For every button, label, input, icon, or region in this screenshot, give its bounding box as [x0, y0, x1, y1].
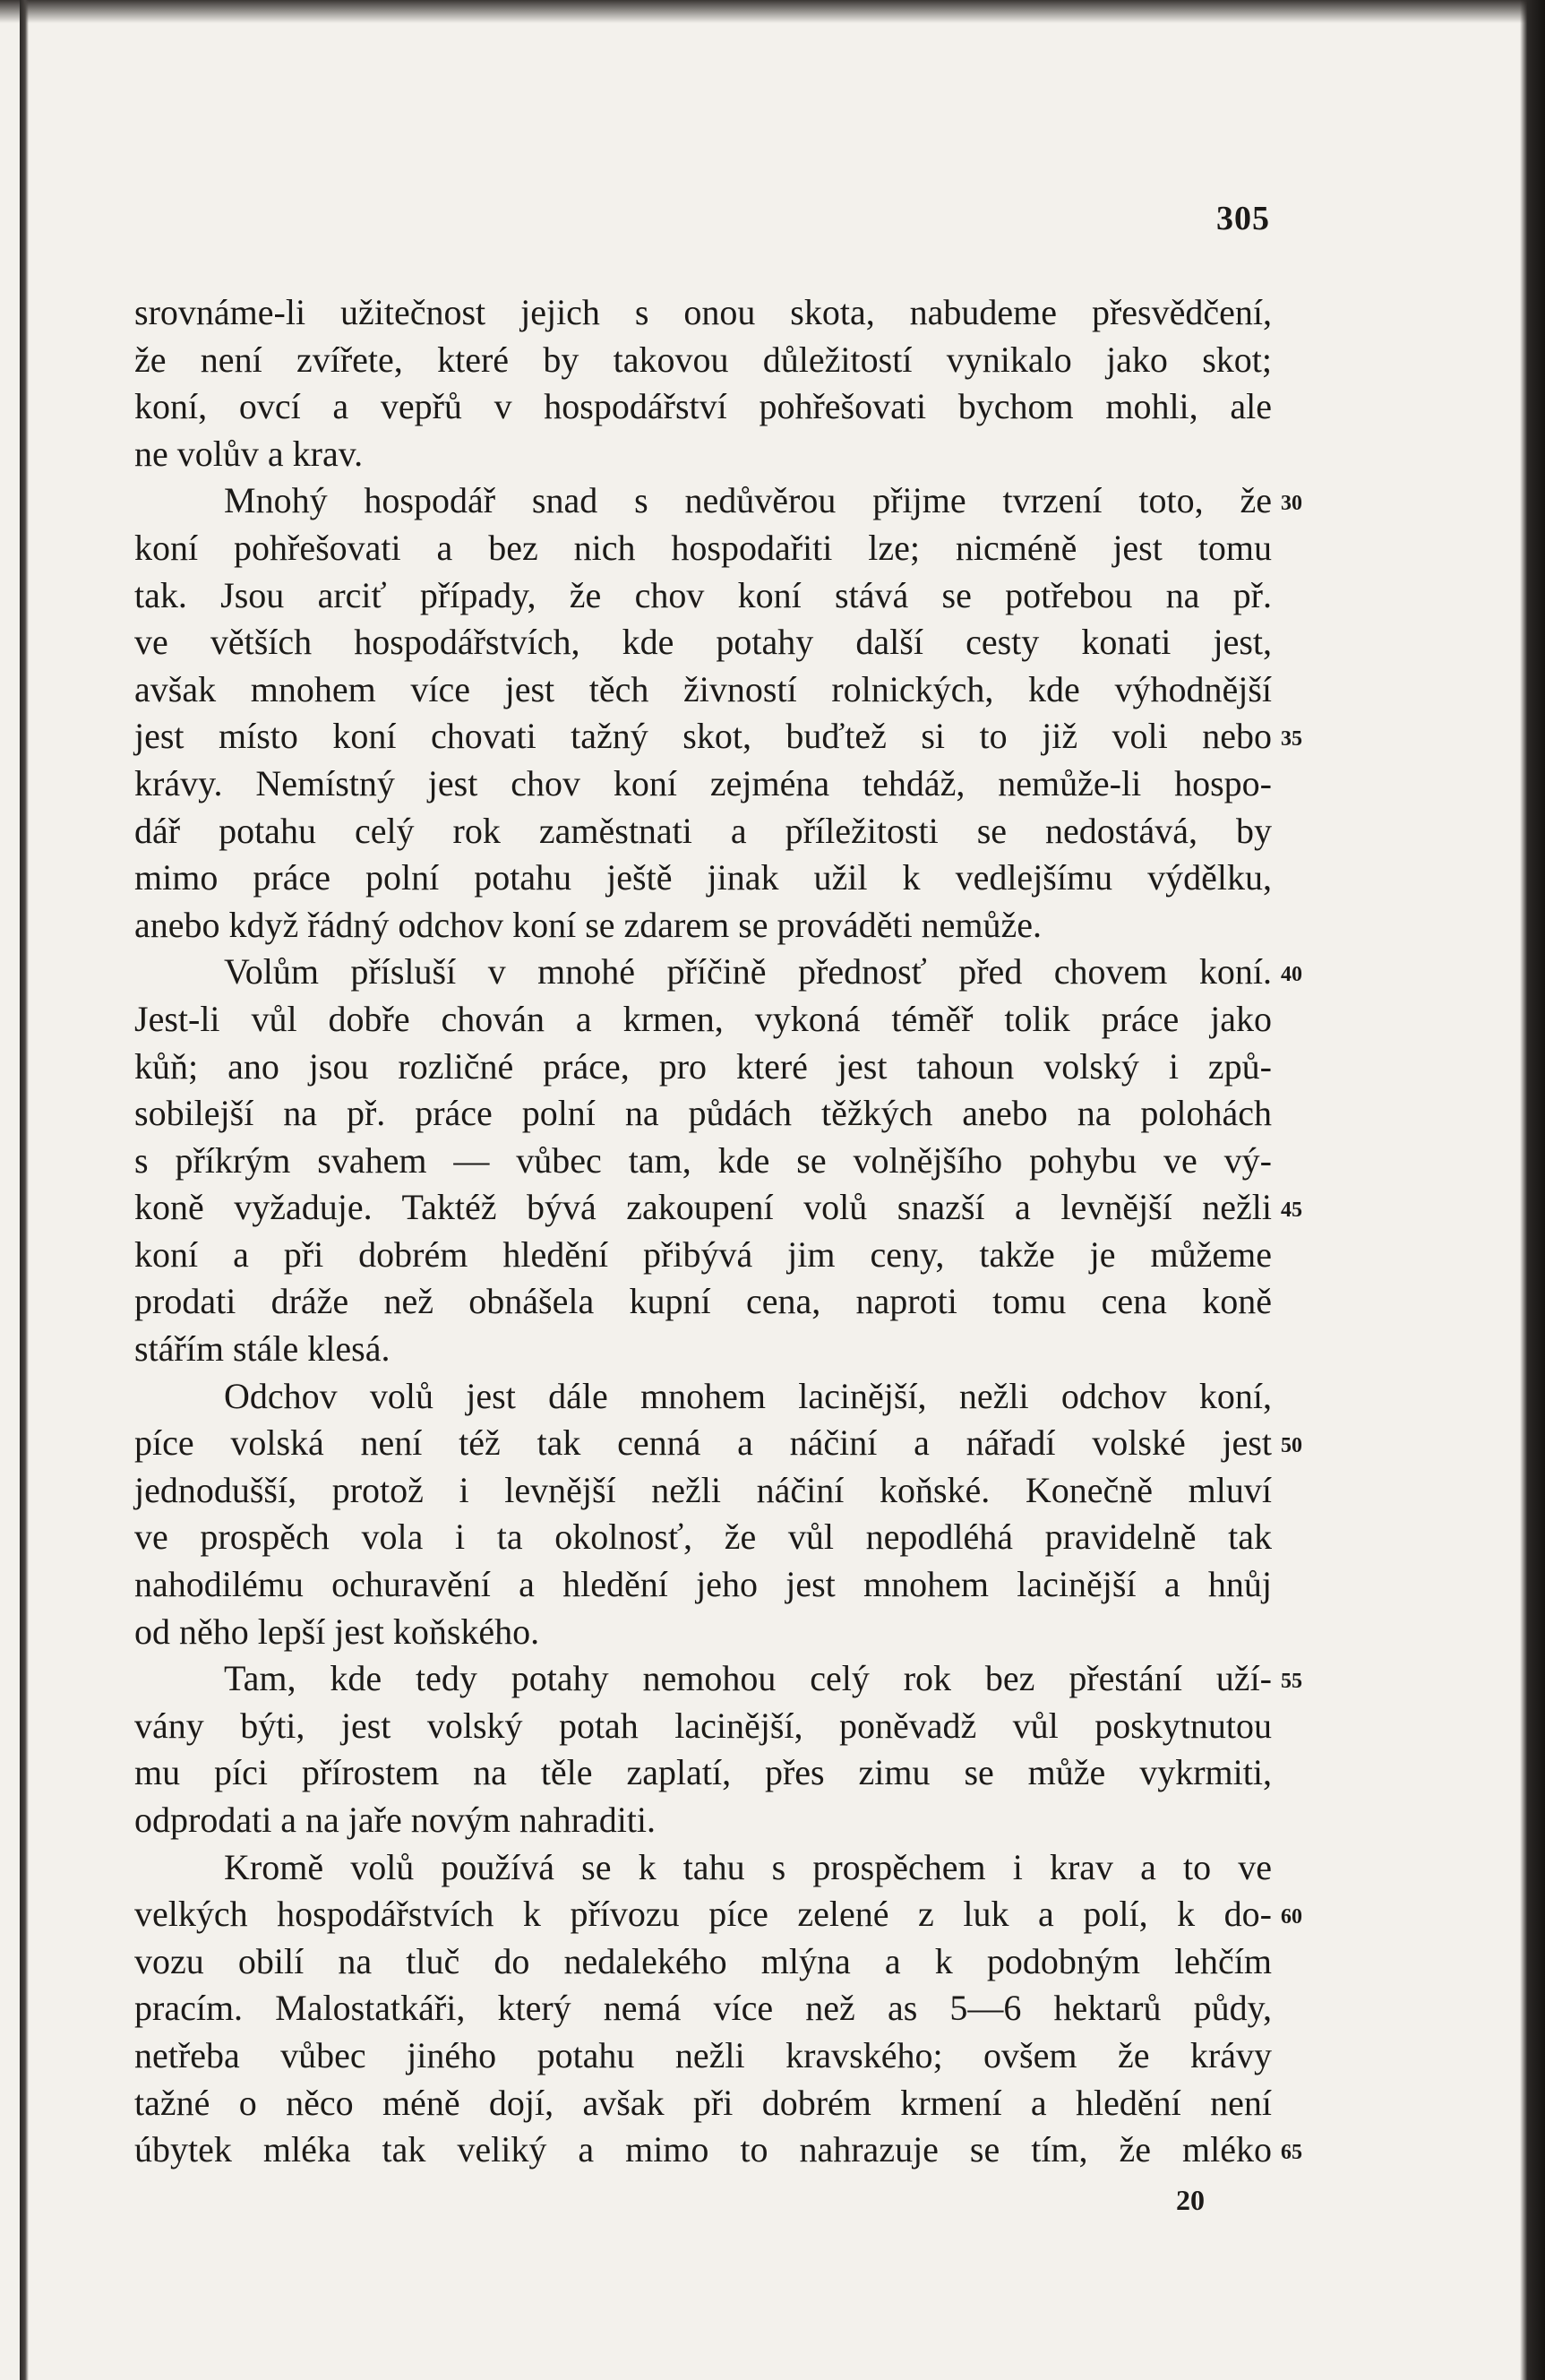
text-line: [134, 1278, 1272, 1326]
text-line: [134, 1985, 1272, 2032]
text-line-content: koní a při dobrém hledění přibývá jim ceny, takže je můžeme: [134, 1233, 1272, 1275]
line-number: 30: [1281, 492, 1302, 516]
text-line: [134, 2032, 1272, 2080]
text-line: [134, 2080, 1272, 2127]
text-line: [134, 1655, 1302, 1703]
scan-edge-right: [1520, 0, 1545, 2380]
text-line-content: Jest-li vůl dobře chován a krmen, vykoná téměř tolik práce jako: [134, 998, 1272, 1039]
text-line: [134, 525, 1272, 572]
text-line-content: Odchov volů jest dále mnohem lacinější, nežli odchov koní,: [224, 1375, 1272, 1416]
text-line-content: Volům přísluší v mnohé příčině přednosť před chovem koní.: [224, 951, 1272, 992]
text-line: [134, 902, 1272, 949]
line-number: 65: [1281, 2141, 1302, 2165]
text-line: [134, 1844, 1272, 1892]
text-line: [134, 949, 1302, 996]
text-line: [134, 855, 1272, 902]
text-line-content: mimo práce polní potahu ještě jinak užil k vedlejšímu výdělku,: [134, 857, 1272, 898]
text-line-content: nahodilému ochuravění a hledění jeho jest mnohem lacinější a hnůj: [134, 1564, 1272, 1605]
scan-edge-left: [20, 0, 29, 2380]
body-text: [134, 289, 1302, 2174]
text-line-content: srovnáme-li užitečnost jejich s onou skota, nabudeme přesvědčení,: [134, 292, 1272, 332]
text-line: [134, 1326, 1272, 1373]
text-line: [134, 2127, 1302, 2174]
text-line: [134, 1138, 1272, 1185]
text-line: [134, 1938, 1272, 1986]
line-number: 45: [1281, 1199, 1302, 1223]
line-number: 40: [1281, 963, 1302, 987]
text-line: [134, 1420, 1302, 1467]
text-line-content: ve větších hospodářstvích, kde potahy další cesty konati jest,: [134, 622, 1272, 663]
text-line: [134, 1090, 1272, 1138]
text-line: [134, 1797, 1272, 1844]
printer-signature: 20: [1176, 2184, 1205, 2216]
text-line: [134, 1749, 1272, 1797]
text-line: [134, 808, 1272, 855]
page-number: 305: [1216, 200, 1270, 237]
text-line: [134, 619, 1272, 666]
line-number: 50: [1281, 1434, 1302, 1458]
text-line: [134, 383, 1272, 431]
text-line-content: prodati dráže než obnášela kupní cena, naproti tomu cena koně: [134, 1281, 1272, 1322]
text-line: [134, 760, 1272, 808]
text-line-content: koně vyžaduje. Taktéž bývá zakoupení volů snazší a levnější nežli: [134, 1187, 1272, 1228]
line-number: 60: [1281, 1905, 1302, 1929]
text-line-content: koní pohřešovati a bez nich hospodařiti lze; nicméně jest tomu: [134, 527, 1272, 568]
text-line-content: že není zvířete, které by takovou důležitostí vynikalo jako skot;: [134, 339, 1272, 380]
text-line-content: koní, ovcí a vepřů v hospodářství pohřešovati bychom mohli, ale: [134, 386, 1272, 427]
text-line: [134, 1561, 1272, 1609]
text-line-content: dář potahu celý rok zaměstnati a příležitosti se nedostává, by: [134, 810, 1272, 851]
line-number: 55: [1281, 1670, 1302, 1694]
text-line: [134, 572, 1272, 620]
text-line: [134, 337, 1272, 384]
text-line-content: odprodati a na jaře novým nahraditi.: [134, 1800, 657, 1840]
text-line: [134, 1609, 1272, 1656]
text-line: [134, 1373, 1272, 1421]
text-line-content: Kromě volů používá se k tahu s prospěchem i krav a to ve: [224, 1846, 1272, 1887]
text-line-content: netřeba vůbec jiného potahu nežli kravského; ovšem že krávy: [134, 2034, 1272, 2075]
text-line: [134, 431, 1272, 478]
text-line: [134, 996, 1272, 1044]
text-line: [134, 1467, 1272, 1515]
line-number: 35: [1281, 727, 1302, 752]
text-line-content: píce volská není též tak cenná a náčiní a nářadí volské jest: [134, 1422, 1272, 1464]
text-line-content: kůň; ano jsou rozličné práce, pro které jest tahoun volský i způ-: [134, 1045, 1272, 1087]
text-line-content: tažné o něco méně dojí, avšak při dobrém krmení a hledění není: [134, 2082, 1272, 2123]
text-line-content: vány býti, jest volský potah lacinější, poněvadž vůl poskytnutou: [134, 1705, 1272, 1746]
text-line: [134, 1703, 1272, 1750]
text-line: [134, 1514, 1272, 1561]
text-line-content: úbytek mléka tak veliký a mimo to nahrazuje se tím, že mléko: [134, 2129, 1272, 2170]
text-line-content: mu píci přírostem na těle zaplatí, přes zimu se může vykrmiti,: [134, 1752, 1272, 1793]
text-line-content: jest místo koní chovati tažný skot, buďtež si to již voli nebo: [134, 716, 1272, 757]
text-line-content: anebo když řádný odchov koní se zdarem se prováděti nemůže.: [134, 904, 1042, 945]
text-line-content: tak. Jsou arciť případy, že chov koní stává se potřebou na př.: [134, 574, 1272, 615]
text-line-content: avšak mnohem více jest těch živností rolnických, kde výhodnější: [134, 668, 1272, 709]
text-line: [134, 1232, 1272, 1279]
text-line-content: vozu obilí na tluč do nedalekého mlýna a k podobným lehčím: [134, 1940, 1272, 1981]
text-line: [134, 1184, 1302, 1232]
text-line: [134, 289, 1272, 337]
text-line-content: Mnohý hospodář snad s nedůvěrou přijme tvrzení toto, že: [224, 480, 1272, 521]
text-line-content: s příkrým svahem — vůbec tam, kde se volnějšího pohybu ve vý-: [134, 1139, 1272, 1181]
text-line-content: pracím. Malostatkáři, který nemá více než as 5—6 hektarů půdy,: [134, 1988, 1272, 2029]
text-line-content: ve prospěch vola i ta okolnosť, že vůl nepodléhá pravidelně tak: [134, 1516, 1272, 1558]
text-line: [134, 1044, 1272, 1091]
scan-edge-top: [0, 0, 1545, 23]
text-line-content: krávy. Nemístný jest chov koní zejména tehdáž, nemůže-li hospo-: [134, 762, 1272, 803]
text-line-content: velkých hospodářstvích k přívozu píce zelené z luk a polí, k do-: [134, 1894, 1272, 1935]
text-line-content: od něho lepší jest koňského.: [134, 1611, 540, 1652]
text-line-content: stářím stále klesá.: [134, 1328, 391, 1370]
text-line: [134, 666, 1272, 714]
text-line-content: sobilejší na př. práce polní na půdách těžkých anebo na polohách: [134, 1093, 1272, 1134]
text-line: [134, 477, 1302, 525]
text-line-content: jednodušší, protož i levnější nežli náčiní koňské. Konečně mluví: [134, 1469, 1272, 1510]
text-line-content: Tam, kde tedy potahy nemohou celý rok bez přestání uží-: [224, 1658, 1272, 1699]
text-line: [134, 1891, 1302, 1938]
text-line: [134, 713, 1302, 760]
text-line-content: ne volův a krav.: [134, 433, 364, 474]
